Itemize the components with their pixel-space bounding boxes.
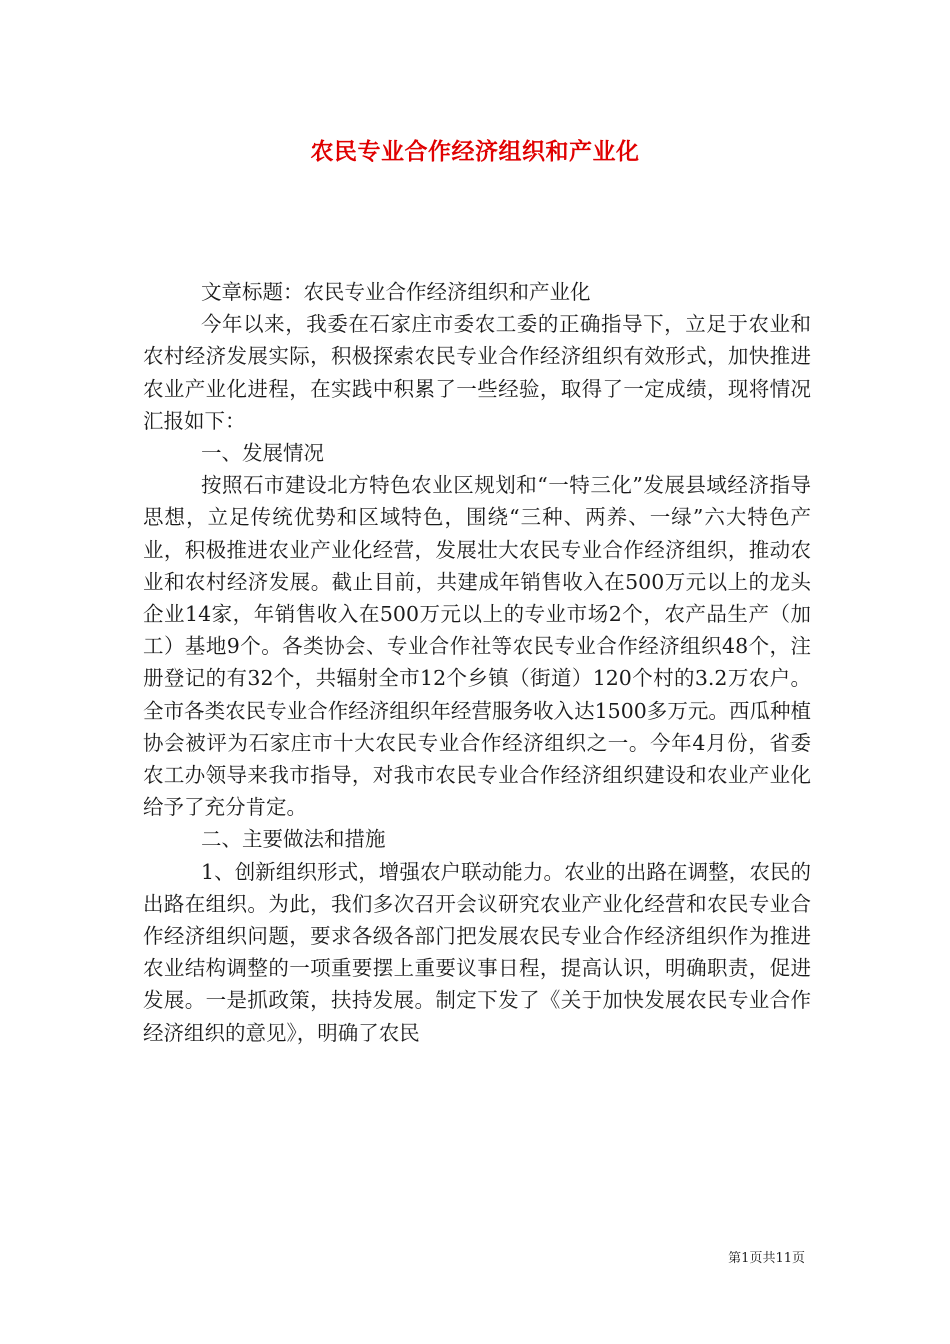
intro-paragraph: 今年以来，我委在石家庄市委农工委的正确指导下，立足于农业和农村经济发展实际，积极探索农民专业合作经济组织有效形式，加快推进农业产业化进程，在实践中积累了一些经验，取得了一定成绩，现将情况汇报如下： [143, 312, 811, 433]
section-heading-development: 一、发展情况 [201, 441, 324, 466]
section-heading-measures: 二、主要做法和措施 [201, 827, 386, 852]
document-body [143, 276, 811, 1049]
article-title-line: 文章标题：农民专业合作经济组织和产业化 [201, 280, 591, 304]
document-title: 农民专业合作经济组织和产业化 [310, 138, 640, 165]
development-paragraph: 按照石市建设北方特色农业区规划和“一特三化”发展县域经济指导思想，立足传统优势和区域特色，围绕“三种、两养、一绿”六大特色产业，积极推进农业产业化经营，发展壮大农民专业合作经济组织，推动农业和农村经济发展。截止目前，共建成年销售收入在500万元以上的龙头企业14家，年销售收入在500万元以上的专业市场2个，农产品生产（加工）基地9个。各类协会、专业合作社等农民专业合作经济组织48个，注册登记的有32个，共辐射全市12个乡镇（街道）120个村的3.2万农户。全市各类农民专业合作经济组织年经营服务收入达1500多万元。西瓜种植协会被评为石家庄市十大农民专业合作经济组织之一。今年4月份，省委农工办领导来我市指导，对我市农民专业合作经济组织建设和农业产业化给予了充分肯定。 [143, 473, 811, 820]
page-number: 第1页共11页 [728, 1251, 805, 1266]
measures-paragraph: 1、创新组织形式，增强农户联动能力。农业的出路在调整，农民的出路在组织。为此，我们多次召开会议研究农业产业化经营和农民专业合作经济组织问题，要求各级各部门把发展农民专业合作经济组织作为推进农业结构调整的一项重要摆上重要议事日程，提高认识，明确职责，促进发展。一是抓政策，扶持发展。制定下发了《关于加快发展农民专业合作经济组织的意见》，明确了农民 [143, 859, 811, 1045]
